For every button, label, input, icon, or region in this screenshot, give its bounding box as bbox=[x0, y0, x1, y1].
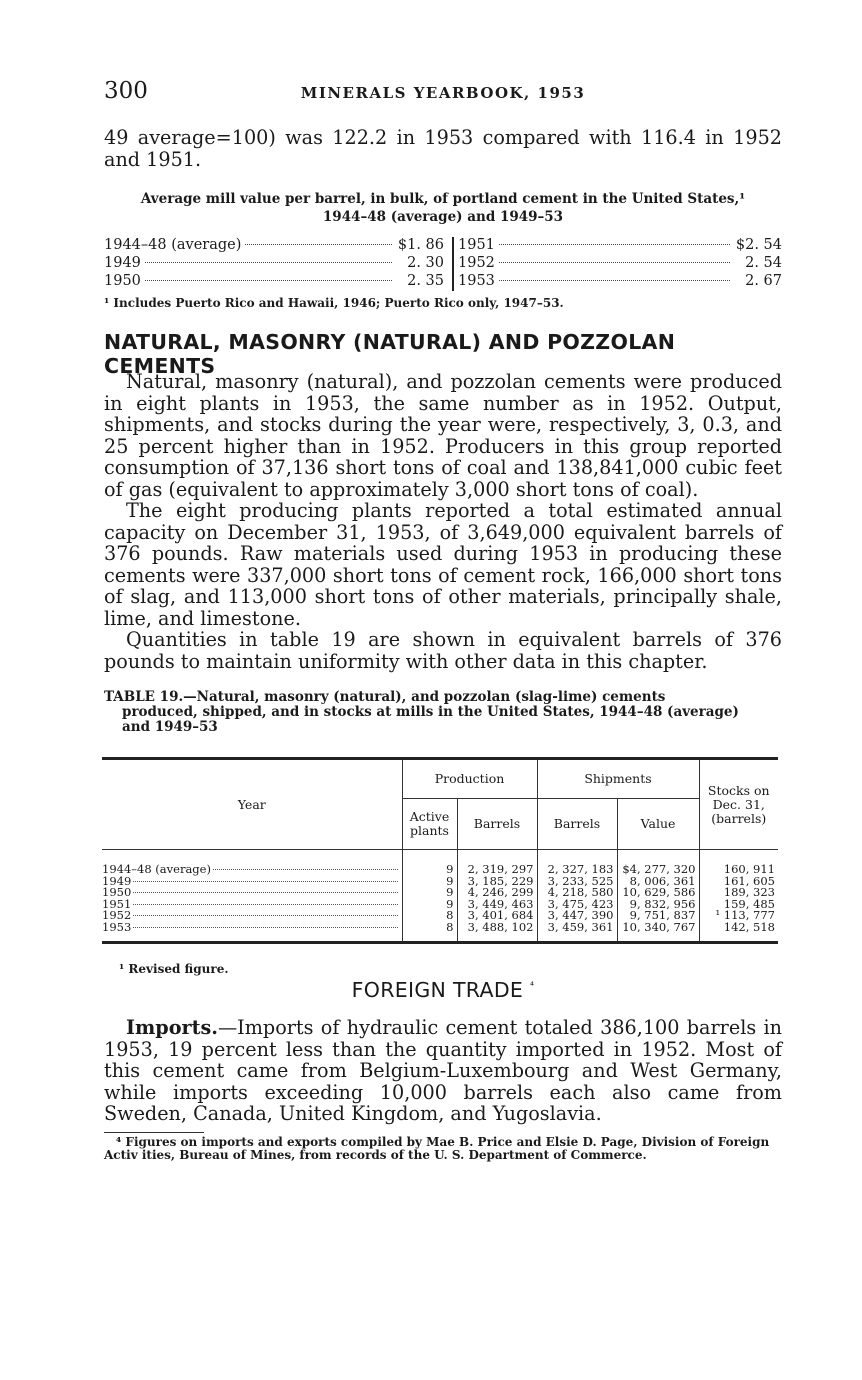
page-number: 300 bbox=[104, 78, 148, 104]
cell-prod-barrels: 3, 449, 463 bbox=[457, 899, 537, 911]
table19-title bbox=[104, 690, 782, 735]
cell-plants: 8 bbox=[402, 922, 457, 942]
cell-ship-barrels: 3, 459, 361 bbox=[537, 922, 617, 942]
table19-title-line1: TABLE 19.—Natural, masonry (natural), and pozzolan (slag-lime) cements bbox=[104, 689, 666, 705]
dot-leader bbox=[145, 280, 392, 281]
price-year: 1949 bbox=[104, 255, 141, 271]
cell-stocks: ¹ 113, 777 bbox=[699, 910, 778, 922]
header-shipments-barrels: Barrels bbox=[537, 799, 617, 850]
cell-plants: 9 bbox=[402, 850, 457, 876]
running-title: MINERALS YEARBOOK, 1953 bbox=[300, 84, 586, 102]
header-production-barrels: Barrels bbox=[457, 799, 537, 850]
price-row bbox=[104, 236, 444, 254]
header-value: Value bbox=[617, 799, 699, 850]
header-active-plants: Active plants bbox=[402, 799, 457, 850]
cell-prod-barrels: 2, 319, 297 bbox=[457, 850, 537, 876]
price-year: 1953 bbox=[458, 273, 495, 289]
imports-lead: Imports. bbox=[126, 1016, 218, 1039]
cell-prod-barrels: 3, 401, 684 bbox=[457, 910, 537, 922]
cell-stocks: 189, 323 bbox=[699, 887, 778, 899]
price-value: $1. 86 bbox=[397, 237, 444, 253]
row-year: 1953 bbox=[102, 919, 132, 934]
row-year: 1949 bbox=[102, 873, 132, 888]
price-year: 1950 bbox=[104, 273, 141, 289]
price-year: 1952 bbox=[458, 255, 495, 271]
footnote-rule bbox=[104, 1132, 204, 1133]
table-row bbox=[102, 850, 778, 876]
dot-leader bbox=[499, 262, 730, 263]
cell-ship-barrels: 4, 218, 580 bbox=[537, 887, 617, 899]
dot-leader bbox=[499, 280, 730, 281]
row-year: 1951 bbox=[102, 896, 132, 911]
row-year: 1944–48 (average) bbox=[102, 862, 211, 876]
price-row bbox=[104, 254, 444, 272]
price-year: 1951 bbox=[458, 237, 495, 253]
price-year: 1944–48 (average) bbox=[104, 237, 242, 253]
dot-leader bbox=[145, 262, 392, 263]
cell-prod-barrels: 3, 488, 102 bbox=[457, 922, 537, 942]
price-table-title bbox=[104, 190, 782, 226]
section1-body bbox=[104, 371, 782, 672]
table19-title-line2: produced, shipped, and in stocks at mills in the United States, 1944–48 (average) bbox=[122, 704, 739, 720]
cell-value: 8, 006, 361 bbox=[617, 876, 699, 888]
price-row bbox=[458, 254, 782, 272]
table-row bbox=[102, 922, 778, 942]
cell-ship-barrels: 3, 233, 525 bbox=[537, 876, 617, 888]
paragraph: The eight producing plants reported a total estimated annual capacity on December 31, 1953, of 3,649,000 equivalent barrels of 376 pounds. Raw materials used during 1953 in producing these cements were 337,000 short tons of cement rock, 166,000 short tons of slag, and 113,000 short tons of other materials, principally shale, lime, and limestone. bbox=[104, 499, 782, 630]
dot-leader bbox=[133, 904, 398, 905]
continuation-paragraph: 49 average=100) was 122.2 in 1953 compared with 116.4 in 1952 and 1951. bbox=[104, 126, 782, 171]
cell-value: 9, 751, 837 bbox=[617, 910, 699, 922]
foreign-trade-heading-text: FOREIGN TRADE bbox=[351, 978, 524, 1002]
dot-leader bbox=[213, 869, 398, 870]
dot-leader bbox=[499, 244, 730, 245]
table19 bbox=[102, 757, 778, 944]
row-year: 1952 bbox=[102, 908, 132, 923]
cell-stocks: 159, 485 bbox=[699, 899, 778, 911]
price-table-footnote: ¹ Includes Puerto Rico and Hawaii, 1946; Puerto Rico only, 1947–53. bbox=[104, 296, 564, 310]
price-row bbox=[104, 272, 444, 290]
page-header bbox=[104, 78, 782, 108]
paragraph: Natural, masonry (natural), and pozzolan cements were produced in eight plants in 1953, the same number as in 1952. Output, shipments, and stocks during the year were, respectively, 3, 0.3, and 25 percent higher than in 1952. Producers in this group reported consumption of 37,136 short tons of coal and 138,841,000 cubic feet of gas (equivalent to approximately 3,000 short tons of coal). bbox=[104, 370, 782, 501]
price-row bbox=[458, 236, 782, 254]
section-heading-foreign-trade bbox=[104, 978, 782, 1002]
dot-leader bbox=[133, 927, 398, 928]
price-value: 2. 30 bbox=[407, 255, 444, 271]
cell-prod-barrels: 4, 246, 299 bbox=[457, 887, 537, 899]
row-year: 1950 bbox=[102, 885, 132, 900]
footnote-marker: ⁴ bbox=[530, 981, 535, 993]
table19-title-line3: and 1949–53 bbox=[122, 719, 218, 735]
price-value: $2. 54 bbox=[735, 237, 782, 253]
price-row bbox=[458, 272, 782, 290]
imports-paragraph bbox=[104, 1017, 782, 1125]
imports-text: —Imports of hydraulic cement totaled 386,100 barrels in 1953, 19 percent less than the quantity imported in 1952. Most of this cement came from Belgium-Luxembourg and West Germany, while imports exceeding 10,000 barrels each also came from Sweden, Canada, United Kingdom, and Yugoslavia. bbox=[104, 1016, 782, 1125]
cell-stocks: 161, 605 bbox=[699, 876, 778, 888]
cell-value: 9, 832, 956 bbox=[617, 899, 699, 911]
cell-stocks: 160, 911 bbox=[699, 850, 778, 876]
cell-plants: 8 bbox=[402, 910, 457, 922]
dot-leader bbox=[133, 892, 398, 893]
dot-leader bbox=[133, 915, 398, 916]
foreign-trade-footnote: ⁴ Figures on imports and exports compiled by Mae B. Price and Elsie D. Page, Division of Foreign Activ ities, Bureau of Mines, from records of the U. S. Department of Commerce. bbox=[104, 1135, 770, 1162]
price-column-right bbox=[458, 236, 782, 290]
cell-plants: 9 bbox=[402, 876, 457, 888]
header-stocks: Stocks on Dec. 31, (barrels) bbox=[699, 759, 778, 850]
price-table-title-line1: Average mill value per barrel, in bulk, of portland cement in the United States,¹ bbox=[140, 191, 746, 207]
table19-footnote: ¹ Revised figure. bbox=[119, 962, 229, 976]
price-value: 2. 54 bbox=[745, 255, 782, 271]
price-value: 2. 67 bbox=[745, 273, 782, 289]
cell-value: 10, 340, 767 bbox=[617, 922, 699, 942]
cell-plants: 9 bbox=[402, 887, 457, 899]
cell-plants: 9 bbox=[402, 899, 457, 911]
price-table-title-line2: 1944–48 (average) and 1949–53 bbox=[322, 209, 564, 225]
paragraph: Quantities in table 19 are shown in equivalent barrels of 376 pounds to maintain uniformity with other data in this chapter. bbox=[104, 628, 782, 673]
cell-stocks: 142, 518 bbox=[699, 922, 778, 942]
column-divider bbox=[452, 237, 454, 291]
cell-ship-barrels: 2, 327, 183 bbox=[537, 850, 617, 876]
dot-leader bbox=[133, 881, 398, 882]
cell-value: 10, 629, 586 bbox=[617, 887, 699, 899]
cell-ship-barrels: 3, 447, 390 bbox=[537, 910, 617, 922]
cell-value: $4, 277, 320 bbox=[617, 850, 699, 876]
price-column-left bbox=[104, 236, 444, 290]
dot-leader bbox=[245, 244, 392, 245]
cell-ship-barrels: 3, 475, 423 bbox=[537, 899, 617, 911]
price-value: 2. 35 bbox=[407, 273, 444, 289]
header-year: Year bbox=[237, 796, 266, 812]
section-heading-natural-cements: NATURAL, MASONRY (NATURAL) AND POZZOLAN CEMENTS bbox=[104, 330, 676, 378]
cell-prod-barrels: 3, 185, 229 bbox=[457, 876, 537, 888]
header-shipments: Shipments bbox=[537, 759, 699, 799]
header-production: Production bbox=[402, 759, 537, 799]
